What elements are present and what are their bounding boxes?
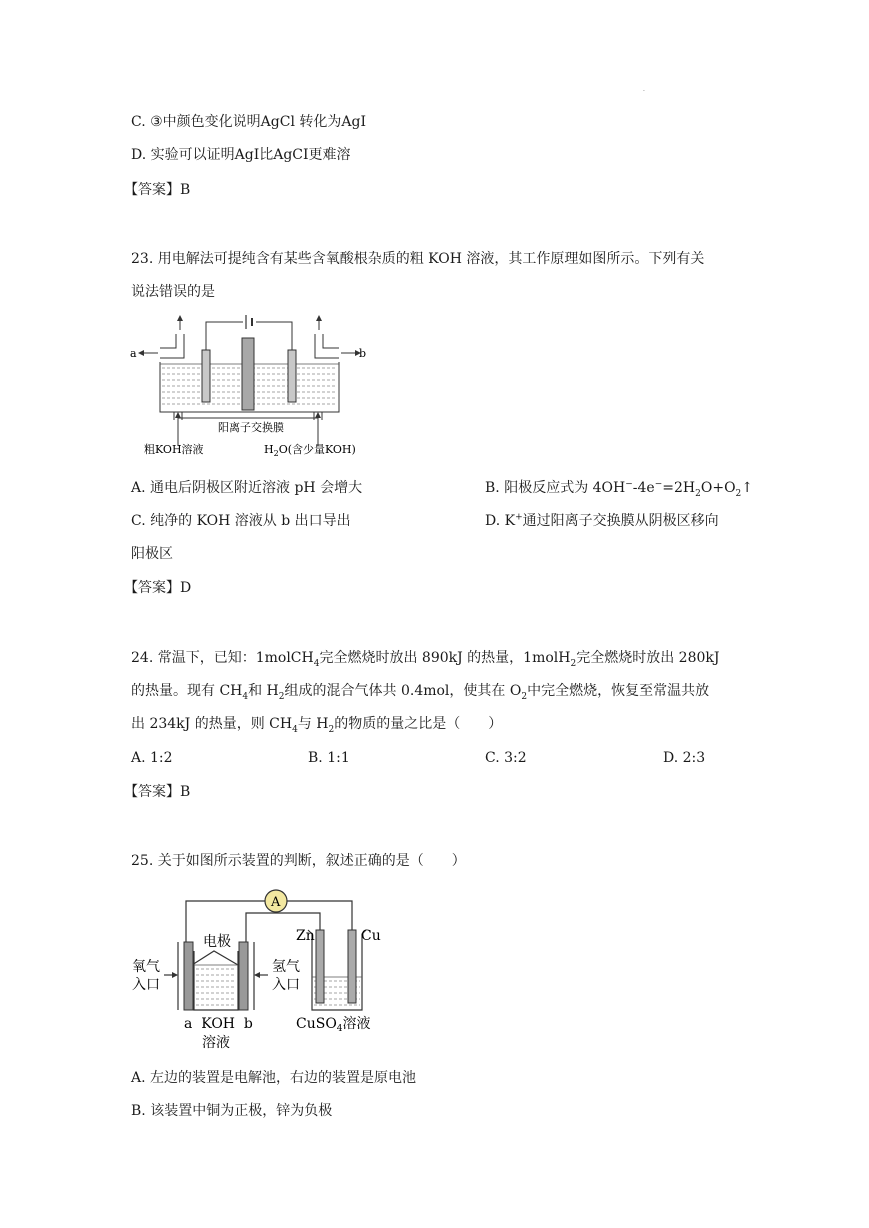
- q23-stem-line2: 说法错误的是: [131, 284, 215, 300]
- q24-stem-line1: 24. 常温下，已知：1molCH$_4$完全燃烧时放出 890kJ 的热量，1molH$_2$完全燃烧时放出 280kJ: [131, 650, 720, 669]
- fuel-cell-electrode-a: [184, 942, 193, 1010]
- oxygen-inlet-label-2: 入口: [132, 977, 160, 993]
- zinc-electrode: [316, 930, 324, 1003]
- q22-answer: 【答案】B: [124, 182, 191, 198]
- cuso4-solution-label: CuSO$_4$溶液: [296, 1016, 371, 1034]
- q24-answer: 【答案】B: [124, 784, 191, 800]
- cu-label: Cu: [361, 928, 381, 944]
- cation-exchange-membrane: [242, 338, 254, 410]
- q23-option-a: A. 通电后阴极区附近溶液 pH 会增大: [131, 480, 363, 496]
- q24-option-b: B. 1:1: [308, 750, 350, 766]
- electrolysis-diagram: [128, 314, 368, 459]
- q24-stem-line2: 的热量。现有 $CH_4$和 $H_2$组成的混合气体共 0.4mol，使其在 $O_2$中完全燃烧，恢复至常温共放: [131, 683, 710, 702]
- electrode-label: 电极: [203, 934, 231, 950]
- fuel-cell-diagram: [128, 885, 390, 1055]
- q25-option-a: A. 左边的装置是电解池，右边的装置是原电池: [131, 1070, 417, 1086]
- q23-stem-line1: 23. 用电解法可提纯含有某些含氧酸根杂质的粗 KOH 溶液，其工作原理如图所示。下列有关: [131, 251, 705, 267]
- left-electrode: [202, 350, 210, 402]
- q24-option-d: D. 2:3: [663, 750, 706, 766]
- koh-electrolyte-label: a KOH b: [184, 1016, 253, 1032]
- oxygen-inlet-label-1: 氧气: [132, 959, 160, 975]
- q22-option-c: C. ③中颜色变化说明AgCl 转化为AgI: [131, 114, 366, 130]
- ammeter-label: A: [271, 895, 281, 910]
- outlet-b-label: b: [359, 347, 367, 360]
- membrane-label: 阳离子交换膜: [218, 421, 284, 434]
- crude-koh-inlet-label: 粗KOH溶液: [144, 443, 204, 456]
- zn-label: Zn: [296, 928, 315, 944]
- q23-option-c: C. 纯净的 KOH 溶液从 b 出口导出: [131, 513, 351, 529]
- q24-stem-line3: 出 234kJ 的热量，则 $CH_4$与 $H_2$的物质的量之比是（ ）: [131, 716, 503, 735]
- water-inlet-label: $H_2O$(含少量KOH): [264, 443, 356, 458]
- hydrogen-inlet-label-1: 氢气: [272, 959, 300, 975]
- q24-option-a: A. 1:2: [131, 750, 173, 766]
- hydrogen-inlet-label-2: 入口: [272, 977, 300, 993]
- q25-stem: 25. 关于如图所示装置的判断，叙述正确的是（ ）: [131, 853, 466, 869]
- q24-option-c: C. 3:2: [485, 750, 527, 766]
- q23-option-d: D. K+通过阳离子交换膜从阴极区移向: [485, 512, 719, 529]
- right-electrode: [288, 350, 296, 402]
- q22-option-d: D. 实验可以证明AgI比AgCI更难溶: [131, 147, 351, 163]
- q23-option-d-continued: 阳极区: [131, 546, 173, 562]
- q25-option-b: B. 该装置中铜为正极，锌为负极: [131, 1103, 333, 1119]
- q23-option-b: B. 阳极反应式为 $4OH^--4e^-=2H_2O+O_2↑$: [485, 479, 754, 499]
- outlet-a-label: a: [130, 347, 137, 360]
- fuel-cell-electrode-b: [239, 942, 248, 1010]
- copper-electrode: [348, 930, 356, 1003]
- page-dot: ·: [643, 88, 645, 95]
- koh-solution-label: 溶液: [202, 1035, 230, 1051]
- q23-answer: 【答案】D: [124, 580, 192, 596]
